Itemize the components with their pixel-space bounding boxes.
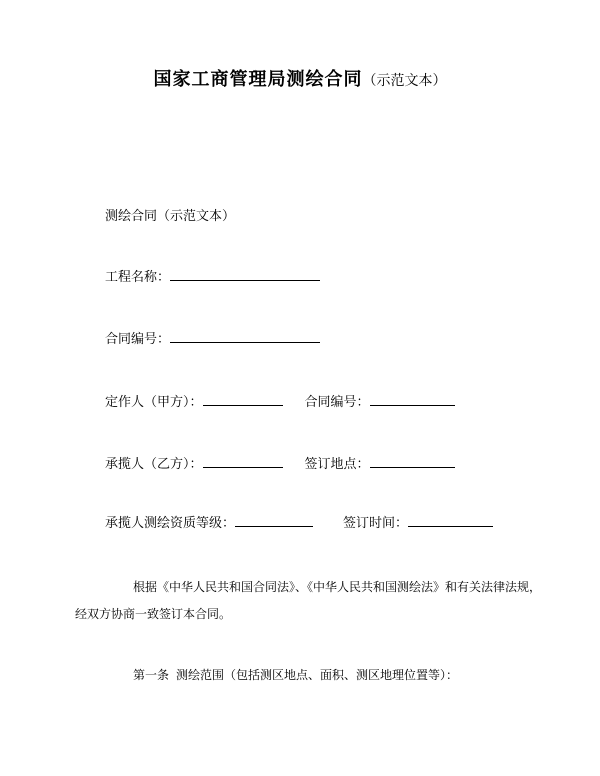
document-title-suffix: （示范文本） xyxy=(362,72,447,88)
party-b-label: 承揽人（乙方）： xyxy=(105,456,203,471)
document-title xyxy=(0,65,600,91)
intro-paragraph-line2: 经双方协商一致签订本合同。 xyxy=(75,607,232,621)
project-name-row xyxy=(105,266,320,285)
qualification-blank-field xyxy=(235,515,313,527)
party-a-blank-field xyxy=(203,394,283,406)
party-b-blank-field xyxy=(203,456,283,468)
party-a-label: 定作人（甲方）： xyxy=(105,394,203,409)
article-1-number: 第一条 xyxy=(133,668,170,682)
party-a-contract-number-blank-field xyxy=(370,394,455,406)
article-1-row xyxy=(133,666,458,683)
party-a-row xyxy=(105,391,455,410)
document-title-main: 国家工商管理局测绘合同 xyxy=(153,69,363,89)
project-name-blank-field xyxy=(170,269,320,281)
signing-place-blank-field xyxy=(370,456,455,468)
document-subtitle: 测绘合同（示范文本） xyxy=(105,208,236,223)
qualification-row xyxy=(105,512,493,531)
article-1-text: 测绘范围（包括测区地点、面积、测区地理位置等）： xyxy=(176,668,459,682)
contract-number-blank-field xyxy=(170,331,320,343)
intro-paragraph-line1: 根据《中华人民共和国合同法》、《中华人民共和国测绘法》和有关法律法规， xyxy=(133,580,542,594)
signing-place-label: 签订地点： xyxy=(304,456,370,471)
party-a-contract-number-label: 合同编号： xyxy=(304,394,370,409)
signing-time-blank-field xyxy=(408,515,493,527)
project-name-label: 工程名称： xyxy=(105,269,171,284)
signing-time-label: 签订时间： xyxy=(343,515,409,530)
party-b-row xyxy=(105,453,455,472)
contract-number-label: 合同编号： xyxy=(105,331,171,346)
contract-number-row xyxy=(105,328,320,347)
qualification-label: 承揽人测绘资质等级： xyxy=(105,515,236,530)
